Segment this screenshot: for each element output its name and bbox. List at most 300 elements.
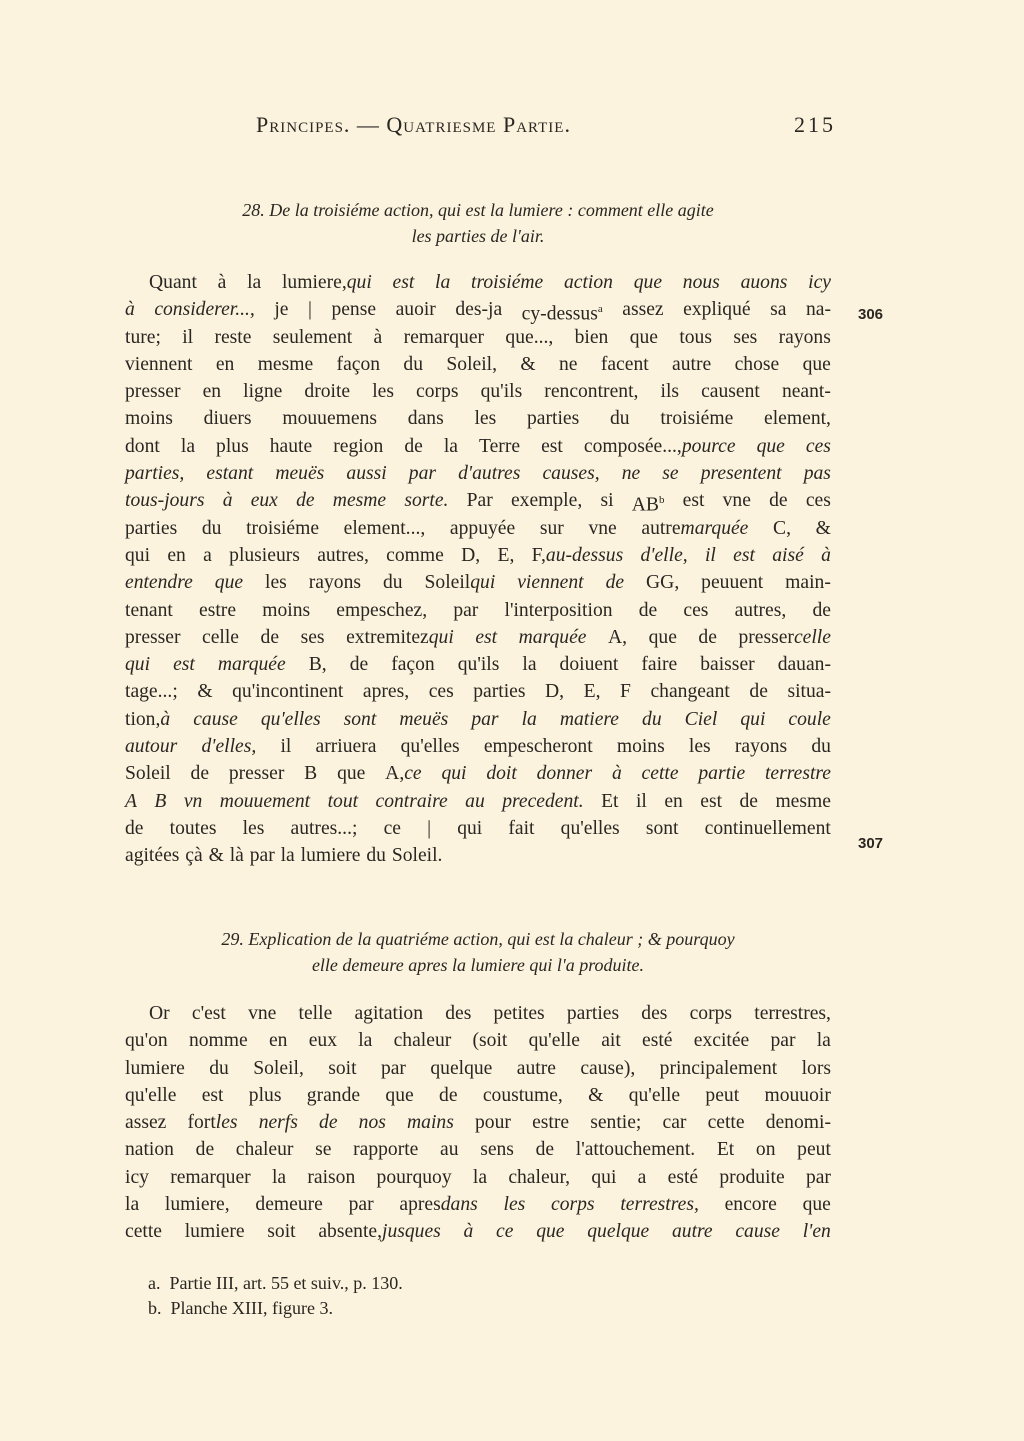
text-word: ce — [383, 817, 401, 839]
word — [346, 624, 454, 651]
word — [694, 1027, 749, 1054]
text-word: marquée — [680, 517, 749, 539]
word — [787, 678, 831, 705]
word — [249, 1082, 282, 1109]
word — [202, 1082, 224, 1109]
word — [253, 1055, 304, 1082]
text-word: raison — [307, 1166, 356, 1188]
word — [700, 788, 722, 815]
text-word: empeschez, — [336, 599, 428, 621]
text-word: de — [260, 626, 280, 648]
margin-number: 306 — [858, 306, 884, 323]
text-word: la — [443, 435, 458, 457]
word — [125, 815, 144, 842]
word — [170, 1164, 251, 1191]
word — [591, 1164, 616, 1191]
text-word: qui — [125, 544, 151, 566]
text-word: doit — [486, 763, 517, 785]
text-word: les — [503, 1194, 526, 1216]
word — [498, 542, 515, 569]
text-word: car — [662, 1112, 687, 1134]
text-word: pourquoy — [376, 1166, 452, 1188]
text-word: corps — [551, 1194, 595, 1216]
word — [559, 351, 578, 378]
word — [215, 569, 243, 596]
text-word: se — [662, 463, 679, 485]
word — [464, 1218, 474, 1245]
word — [719, 1164, 784, 1191]
text-word: element, — [764, 408, 831, 430]
text-word: mouuement — [219, 790, 311, 812]
text-word: cause — [193, 708, 238, 730]
word — [505, 324, 553, 351]
text-word: seulement — [272, 326, 353, 348]
text-word: l'attouchement. — [575, 1139, 696, 1161]
word — [672, 1218, 713, 1245]
text-word: telle — [298, 1003, 333, 1024]
word — [243, 815, 265, 842]
text-word: nation — [125, 1139, 174, 1161]
text-word: vn — [183, 790, 203, 812]
word — [185, 1218, 245, 1245]
word — [788, 706, 830, 733]
word — [529, 1027, 580, 1054]
text-word: chaleur, — [508, 1166, 571, 1188]
word — [806, 487, 831, 514]
word — [519, 624, 587, 651]
word — [775, 788, 831, 815]
word — [255, 1191, 322, 1218]
text-word: apres, — [362, 681, 410, 703]
text-word: est — [700, 790, 723, 812]
word — [634, 269, 662, 296]
word — [446, 351, 497, 378]
word — [354, 1000, 423, 1027]
word — [679, 324, 712, 351]
word — [705, 815, 831, 842]
word — [778, 651, 831, 678]
text-word: rapporte — [353, 1139, 419, 1161]
word — [517, 569, 583, 596]
text-word: bien — [574, 326, 609, 348]
text-word: estre — [199, 599, 237, 621]
text-word: empescheront — [483, 736, 593, 758]
text-word: F, — [531, 544, 546, 566]
text-word: du — [382, 572, 403, 594]
text-word: par — [380, 1057, 406, 1079]
text-word: expliqué — [683, 299, 751, 321]
text-word: viennent — [517, 572, 584, 594]
word — [457, 815, 482, 842]
text-word: d'elles, — [201, 736, 257, 758]
word — [629, 1082, 680, 1109]
text-word: donner — [536, 763, 593, 785]
word — [542, 460, 599, 487]
text-word: qu'on — [125, 1030, 168, 1052]
text-word: est — [201, 1084, 224, 1106]
word — [280, 733, 291, 760]
word — [125, 1082, 176, 1109]
text-word: action — [564, 272, 613, 293]
text-word: c'est — [191, 1003, 226, 1024]
word — [803, 1218, 831, 1245]
text-word: lors — [801, 1057, 831, 1079]
word — [698, 624, 717, 651]
text-word: il — [182, 326, 194, 348]
word — [757, 433, 785, 460]
text-word: moins — [616, 736, 665, 758]
text-word: les — [688, 736, 711, 758]
word — [301, 842, 361, 869]
text-word: on — [755, 1139, 776, 1161]
text-word: ce — [404, 763, 422, 785]
word — [504, 1191, 526, 1218]
text-word: des — [445, 1003, 472, 1024]
text-word: ne — [621, 463, 641, 485]
word — [309, 1027, 337, 1054]
text-word: meuës — [275, 463, 325, 485]
word — [125, 433, 160, 460]
text-word: rayons — [734, 736, 788, 758]
word — [383, 569, 403, 596]
text-word: de — [319, 1112, 338, 1134]
word — [304, 378, 350, 405]
text-word: a — [637, 1166, 647, 1188]
text-word: comme — [386, 544, 444, 566]
word — [811, 733, 831, 760]
text-word: nomme — [188, 1030, 248, 1052]
word — [272, 1164, 286, 1191]
word — [636, 788, 647, 815]
text-line — [125, 269, 831, 296]
text-word: moins — [125, 408, 173, 430]
text-word: Ciel — [684, 708, 718, 730]
word — [125, 378, 181, 405]
text-line — [125, 1082, 831, 1109]
word — [149, 269, 197, 296]
word — [154, 296, 255, 323]
text-word: exemple, — [510, 490, 583, 512]
word — [708, 1109, 745, 1136]
word — [374, 324, 383, 351]
word — [408, 405, 444, 432]
word — [331, 296, 376, 323]
text-word: est — [541, 435, 563, 457]
text-word: mesme — [332, 490, 387, 512]
text-word: coustume, — [482, 1084, 563, 1106]
word — [337, 351, 381, 378]
text-line — [125, 624, 831, 651]
text-word: pense — [331, 299, 377, 321]
word — [247, 269, 261, 296]
text-line — [125, 569, 831, 596]
text-word: à — [821, 544, 831, 566]
word — [206, 460, 253, 487]
word — [471, 706, 498, 733]
word — [125, 788, 137, 815]
text-word: des — [641, 1003, 668, 1024]
text-word: Quant — [149, 272, 197, 293]
word — [508, 1164, 570, 1191]
word — [125, 569, 193, 596]
text-word: lumiere — [125, 1057, 185, 1079]
text-word: façon — [336, 353, 381, 375]
text-word: pas — [803, 463, 831, 485]
text-word: cause — [735, 1221, 780, 1243]
text-word: qu'elles — [400, 736, 460, 758]
word — [149, 1000, 170, 1027]
text-word: de — [739, 790, 758, 812]
text-word: ils — [660, 381, 680, 403]
word — [394, 1027, 452, 1054]
word — [660, 1055, 778, 1082]
word — [540, 515, 564, 542]
word — [261, 624, 280, 651]
word — [717, 1136, 734, 1163]
word — [738, 624, 830, 651]
word — [202, 624, 239, 651]
text-word: eux — [250, 490, 278, 512]
word — [125, 460, 184, 487]
word — [664, 788, 683, 815]
text-word: (soit — [472, 1030, 508, 1052]
word — [606, 569, 625, 596]
text-word: rayons — [778, 326, 831, 348]
text-word: contraire — [375, 790, 448, 812]
text-word: causent — [701, 381, 760, 403]
word — [407, 1109, 454, 1136]
text-word: ses — [300, 626, 325, 648]
word — [209, 842, 224, 869]
text-word: ses — [733, 326, 758, 348]
text-word: de — [195, 1139, 215, 1161]
text-word: de — [349, 654, 369, 676]
word — [481, 378, 523, 405]
word — [601, 351, 649, 378]
text-word: çà — [185, 845, 203, 867]
text-word: sur — [539, 517, 564, 539]
word — [318, 1218, 440, 1245]
word — [301, 624, 325, 651]
text-word: remarquer — [170, 1166, 251, 1188]
text-word: continuellement — [704, 817, 831, 839]
text-word: qu'elles — [560, 817, 620, 839]
text-word: E, — [497, 544, 515, 566]
word — [689, 733, 711, 760]
word — [391, 651, 435, 678]
word — [248, 1000, 276, 1027]
word — [804, 460, 831, 487]
word — [243, 378, 282, 405]
word — [125, 296, 135, 323]
text-word: corps — [416, 381, 459, 403]
word — [803, 351, 831, 378]
word — [812, 597, 831, 624]
word — [125, 1109, 166, 1136]
word — [741, 269, 788, 296]
text-word: de — [190, 763, 210, 785]
text-line — [125, 405, 831, 432]
word — [250, 842, 275, 869]
text-word: dans — [407, 408, 444, 430]
footnote: b. Planche XIII, figure 3. — [148, 1298, 333, 1318]
text-word: par — [348, 1194, 374, 1216]
word — [328, 1055, 356, 1082]
word — [508, 815, 534, 842]
text-word: marquée — [217, 654, 286, 676]
word — [749, 678, 768, 705]
text-word: que — [214, 572, 244, 594]
text-word: du — [209, 1057, 229, 1079]
word — [125, 706, 170, 733]
text-word: la — [521, 708, 537, 730]
running-header — [256, 112, 836, 138]
text-word: B, — [308, 654, 327, 676]
text-word: ce — [496, 1221, 514, 1243]
word — [588, 1082, 603, 1109]
text-word: presser — [125, 626, 181, 648]
text-word: troisiéme — [660, 408, 734, 430]
word — [401, 733, 460, 760]
text-word: qu'elle — [628, 1084, 681, 1106]
text-word: na- — [805, 299, 831, 321]
text-word: B — [154, 790, 167, 812]
word — [344, 515, 426, 542]
word — [372, 378, 394, 405]
word — [218, 651, 286, 678]
text-word: plusieurs — [229, 544, 300, 566]
text-word: qui — [740, 708, 766, 730]
word — [620, 1191, 699, 1218]
text-word: à — [463, 1221, 474, 1243]
text-word: coule — [788, 708, 831, 730]
word — [187, 1109, 237, 1136]
word — [282, 269, 372, 296]
text-word: nos — [358, 1112, 386, 1134]
text-word: qu'ils — [457, 654, 500, 676]
text-word: en — [215, 353, 235, 375]
text-word: mesme — [257, 353, 314, 375]
word — [384, 815, 401, 842]
word — [458, 651, 500, 678]
text-word: la — [247, 272, 262, 293]
text-word: au — [465, 790, 485, 812]
word — [444, 433, 458, 460]
word — [192, 1000, 226, 1027]
word — [560, 706, 619, 733]
text-word: neant- — [781, 381, 831, 403]
word — [173, 651, 195, 678]
text-word: troisiéme — [246, 517, 320, 539]
word — [486, 760, 516, 787]
word — [806, 296, 831, 323]
word — [359, 1109, 386, 1136]
word — [170, 815, 217, 842]
text-word: sa — [770, 299, 787, 321]
word — [377, 1164, 452, 1191]
text-word: que — [802, 353, 831, 375]
text-word: terrestre — [764, 763, 831, 785]
word — [683, 597, 708, 624]
text-word: precedent. — [502, 790, 584, 812]
text-word: qui — [441, 763, 467, 785]
text-word: remarquer — [403, 326, 485, 348]
text-word: rencontrent, — [544, 381, 639, 403]
text-word: B — [304, 763, 318, 785]
margin-number: 307 — [858, 835, 884, 852]
word — [821, 542, 831, 569]
text-word: est — [475, 626, 498, 648]
text-word: si — [600, 490, 614, 512]
text-word: grande — [306, 1084, 361, 1106]
text-word: par — [453, 599, 479, 621]
word — [416, 378, 458, 405]
word — [185, 842, 202, 869]
word — [471, 269, 543, 296]
text-word: vne — [248, 1003, 277, 1024]
word — [236, 1136, 294, 1163]
text-word: soit — [328, 1057, 357, 1079]
text-word: à — [373, 326, 383, 348]
text-word: du — [366, 845, 386, 867]
word — [275, 460, 324, 487]
word — [690, 1000, 732, 1027]
word — [764, 405, 831, 432]
word — [282, 405, 377, 432]
word — [251, 487, 278, 514]
word — [773, 515, 791, 542]
word — [427, 815, 431, 842]
text-word: agitation — [354, 1003, 424, 1024]
text-word: par — [805, 1166, 831, 1188]
word — [779, 324, 831, 351]
word — [608, 624, 627, 651]
text-line — [125, 597, 831, 624]
word — [125, 733, 177, 760]
word — [165, 1191, 230, 1218]
word — [445, 1000, 471, 1027]
word — [125, 487, 204, 514]
text-word: presentent — [700, 463, 782, 485]
text-word: autres...; — [290, 817, 358, 839]
text-line — [125, 1191, 831, 1218]
text-word: par — [471, 708, 499, 730]
text-word: changeant — [650, 681, 730, 703]
word — [502, 788, 583, 815]
text-word: qu'elles — [260, 708, 321, 730]
word — [230, 842, 244, 869]
word — [189, 1027, 248, 1054]
text-word: cette — [125, 1221, 162, 1243]
text-word: de — [605, 572, 625, 594]
word — [588, 515, 616, 542]
text-word: ligne — [243, 381, 283, 403]
word — [806, 433, 831, 460]
text-word: celle — [202, 626, 240, 648]
word — [167, 542, 186, 569]
text-word: ces — [805, 490, 831, 512]
text-word: se — [315, 1139, 332, 1161]
word — [584, 433, 736, 460]
word — [532, 1109, 569, 1136]
text-word: | — [427, 817, 432, 839]
word — [273, 324, 352, 351]
word — [376, 788, 448, 815]
word — [125, 1164, 149, 1191]
word — [532, 542, 624, 569]
text-word: qui — [428, 626, 454, 648]
text-word: Et — [716, 1139, 735, 1161]
